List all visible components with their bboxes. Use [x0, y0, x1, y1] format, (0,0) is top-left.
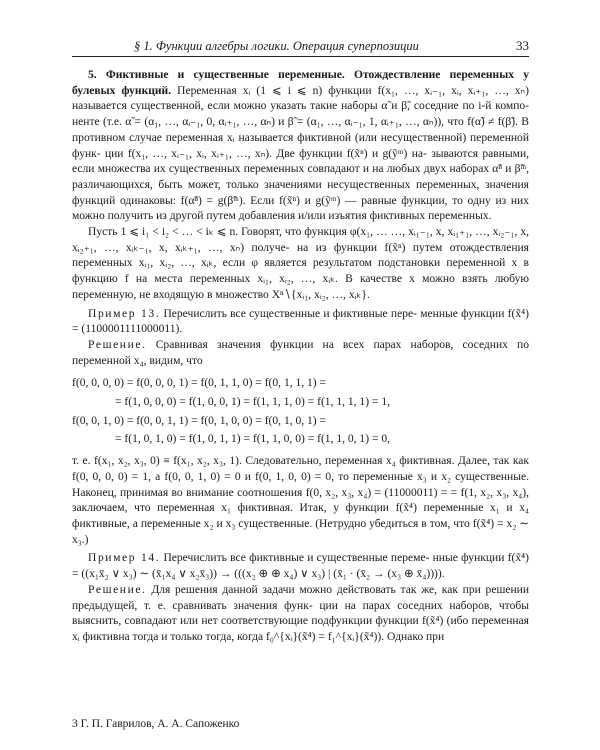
text-line: называется фиктивной (или несущественной) переменной функ-: [72, 131, 530, 160]
signature-footer: 3 Г. П. Гаврилов, А. А. Сапоженко: [72, 718, 240, 730]
text-line: фиктивная. Далее, так как f(0, 0, 0, 0) = 1, а f(0, 0, 1, 0) = 0: [72, 455, 529, 483]
text-line: менные функции f(x̃⁴) = (1100001111000011).: [72, 307, 529, 336]
text-line: совпадают и на любых двух наборах α̃ⁿ и β̃ᵐ, различающихся, быть: [72, 163, 529, 191]
text-line: Для решения данной задачи можно действовать так: [151, 583, 417, 596]
example-label: Пример 14.: [88, 552, 161, 565]
text-line: функций одинаковы: f(α̃ⁿ) = g(β̃ᵐ). Если f(x̃ⁿ) и g(ỹᵐ) — равные: [72, 194, 397, 207]
running-head: [72, 38, 529, 57]
text-line: Перечислить все существенные и фиктивные пере-: [163, 307, 417, 320]
text-line: Переменная xᵢ (1 ⩽ i ⩽ n): [177, 84, 323, 97]
text-line: ции f(x₁, …, xᵢ₋₁, xᵢ, xᵢ₊₁, …, xₙ). Две функции f(x̃ⁿ) и g(ỹᵐ) на-: [104, 147, 427, 160]
example-14-task: [72, 551, 529, 582]
equation-line: f(0, 0, 1, 0) = f(0, 0, 1, 1) = f(0, 1, 0, 0) = f(0, 1, 0, 1) =: [72, 414, 327, 427]
text-line: функции f(x₁, …, xᵢ₋₁, xᵢ, xᵢ₊₁, …, xₙ) называется существенной,: [72, 84, 529, 113]
text-line: зываются равными, если множества их существенных переменных: [72, 147, 530, 176]
example-13-task: [72, 307, 529, 338]
example-14-solution: [72, 583, 529, 646]
text-line: ⊕ x₄) ∨ x₃) | (x̄₁ · (x̄₂ → (x₃ ⊕ x̄₄)))).: [271, 568, 445, 581]
text-line: в функцию f на места переменных xᵢ₁, xᵢ₂, …, xᵢₖ. В качестве x: [72, 257, 529, 286]
text-line: т. е. f(x₁, x₂, x₃, 0) ≡ f(x₁, x₂, x₃, 1). Следовательно, переменная x₄: [72, 455, 396, 468]
text-line: можно взять любую переменную, не входящую в множество Xⁿ∖{xᵢ₁,: [72, 273, 529, 301]
page-body: [72, 68, 529, 646]
equation-line: f(0, 0, 0, 0) = f(0, 0, 0, 1) = f(0, 1, 1, 0) = f(0, 1, 1, 1) =: [72, 377, 327, 390]
example-13-conclusion: [72, 454, 529, 548]
solution-label: Решение.: [88, 338, 147, 351]
text-line: и/или изъятия фиктивных переменных.: [298, 210, 492, 223]
equation-line: = f(1, 0, 0, 0) = f(1, 0, 0, 1) = f(1, 1, 1, 0) = f(1, 1, 1, 1) = 1,: [115, 396, 390, 409]
equation-line: = f(1, 0, 1, 0) = f(1, 0, 1, 1) = f(1, 1, 0, 0) = f(1, 1, 0, 1) = 0,: [115, 433, 390, 446]
page-number: 33: [516, 38, 529, 53]
running-head-title: § 1. Функции алгебры логики. Операция суперпозиции: [134, 39, 419, 53]
text-line: xᵢ₂, …, xᵢₖ}.: [314, 288, 370, 301]
text-line: Сравнивая значения функции на всех парах наборов,: [155, 338, 454, 351]
text-line: у функции f(x̃⁴) переменные x₁ и x₄ фиктивные, а переменные x₂: [72, 502, 529, 530]
text-line: нет соответствующие подфункции функции f(x̃⁴) (ибо переменная xᵢ: [72, 615, 529, 643]
example-label: Пример 13.: [88, 307, 161, 320]
text-line: …, xᵢ₁₋₁, x, xᵢ₁₊₁, …, xᵢ₂₋₁, x, xᵢ₂₊₁, …, xᵢₖ₋₁, x, xᵢₖ₊₁, …, xₙ) получе-: [72, 226, 529, 254]
text-line: на из функции f(x̃ⁿ) путем отождествления переменных xᵢ₁,: [72, 241, 529, 270]
text-line: и x₃ существенные. (Нетрудно убедиться в том, что f(x̃⁴) = x₂ ∼ x₃.): [72, 517, 529, 546]
text-line: ненте (т.е. α̃ = (α₁, …, αᵢ₋₁, 0, αᵢ₊₁, …, αₙ) и β̃ = (α₁, …, αᵢ₋₁, 1,: [72, 116, 378, 129]
text-line: функции, то одну из них можно получить из другой путем добавления: [72, 194, 529, 223]
section-heading: 5. Фиктивные и существенные переменные. Отождествление переменных у булевых функций.: [72, 69, 529, 97]
text-line: фиктивна тогда и только тогда, когда f₀^{xᵢ}(x̃⁴) = f₁^{xᵢ}(x̃⁴)). Однако при: [82, 630, 445, 643]
text-line: Пусть 1 ⩽ i₁ < i₂ < … < iₖ ⩽ n. Говорят, что функция φ(x₁, …: [88, 226, 388, 239]
text-line: и f(0, 1, 0, 0) = 0, то переменные x₃ и x₂ существенные. Наконец,: [72, 470, 529, 499]
text-line: ции на парах соседних наборов, чтобы выяснить, совпадают или: [72, 599, 529, 628]
text-line: принимая во внимание соотношения f(0, x₂, x₃, x₄) = (11000011) =: [120, 486, 448, 499]
section-5-paragraph: [72, 68, 529, 225]
text-line: нные функции f(x̃⁴) = ((x₁x̄₂ ∨ x₃) ∼ (x̄₁x₄ ∨ x₂x̄₃)) → (((x₂ ⊕: [72, 552, 529, 581]
text-line: если можно указать такие наборы α̃ и β̃, соседние по i-й компо-: [207, 100, 529, 113]
text-line: Перечислить все фиктивные и существенные переме-: [163, 552, 430, 565]
text-line: = f(1, x₂, x₃, x₄), заключаем, что переменная x₁ фиктивная. Итак,: [72, 486, 530, 515]
text-line: же, как при решении предыдущей, т. е. сравнивать значения функ-: [72, 583, 530, 612]
text-line: xᵢ₂, …, xᵢₖ, если φ является результатом подстановки переменной x: [159, 257, 518, 270]
text-line: αᵢ₊₁, …, αₙ)), что f(α̃) ≠ f(β̃). В противном случае переменная xᵢ: [72, 116, 529, 144]
text-line: соседних по переменной x₄, видим, что: [72, 338, 529, 367]
identification-paragraph: [72, 225, 529, 304]
example-13-solution: [72, 338, 529, 369]
text-line: может, только значениями несущественных переменных, значения: [187, 178, 529, 191]
solution-label: Решение.: [88, 583, 147, 596]
